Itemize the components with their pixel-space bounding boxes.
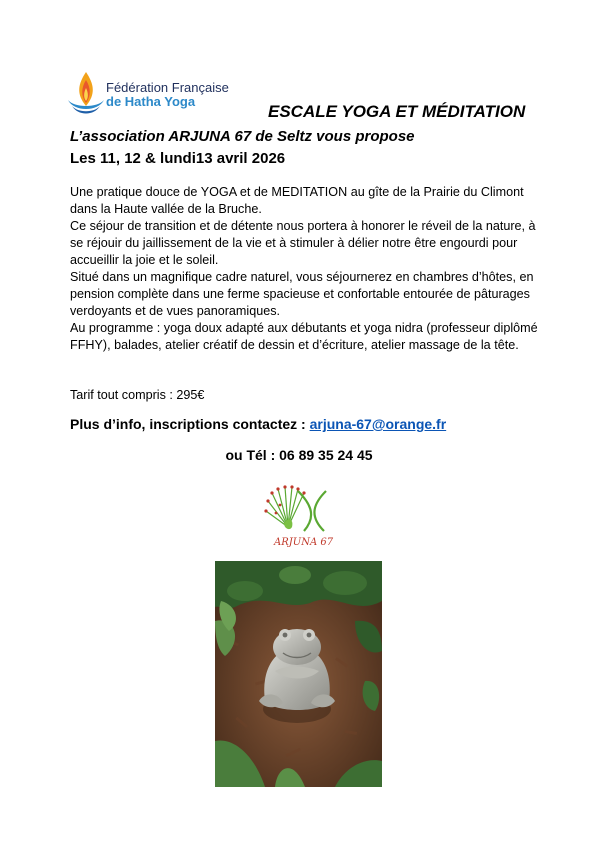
event-dates: Les 11, 12 & lundi13 avril 2026 — [70, 150, 286, 167]
arjuna-logo — [258, 483, 340, 549]
description — [70, 184, 538, 354]
description-paragraph-4: Au programme : yoga doux adapté aux débutants et yoga nidra (professeur diplômé FFHY), balades, atelier créatif de dessin et d’écriture, atelier massage de la tête. — [70, 321, 538, 352]
email-link[interactable]: arjuna-67@orange.fr — [309, 416, 447, 432]
lotus-flame-icon — [64, 70, 108, 118]
ffhy-logo-line1: Fédération Française — [106, 80, 229, 95]
subtitle: L’association ARJUNA 67 de Seltz vous propose — [70, 128, 415, 145]
arjuna-logo-text: ARJUNA 67 — [274, 537, 334, 548]
contact-line — [70, 415, 540, 433]
ffhy-logo-line2: de Hatha Yoga — [106, 94, 196, 109]
description-paragraph-3: Situé dans un magnifique cadre naturel, vous séjournerez en chambres d’hôtes, en pension complète dans une ferme spacieuse et confortable entourée de pâturages verdoyants et de vues panoramiques. — [70, 270, 534, 318]
ffhy-logo-text — [106, 81, 229, 109]
frog-statue-photo — [215, 561, 382, 787]
price: Tarif tout compris : 295€ — [70, 388, 205, 402]
phone-number: ou Tél : 06 89 35 24 45 — [225, 447, 373, 463]
page-title: ESCALE YOGA ET MÉDITATION — [268, 102, 526, 121]
description-paragraph-1: Une pratique douce de YOGA et de MEDITATION au gîte de la Prairie du Climont dans la Haute vallée de la Bruche. — [70, 185, 524, 216]
contact-label: Plus d’info, inscriptions contactez : — [70, 416, 306, 432]
ffhy-logo — [64, 70, 264, 118]
description-paragraph-2: Ce séjour de transition et de détente nous portera à honorer le réveil de la nature, à se réjouir du jaillissement de la vie et à stimuler à délier notre être engourdi pour accueillir la joie et le soleil. — [70, 219, 536, 267]
